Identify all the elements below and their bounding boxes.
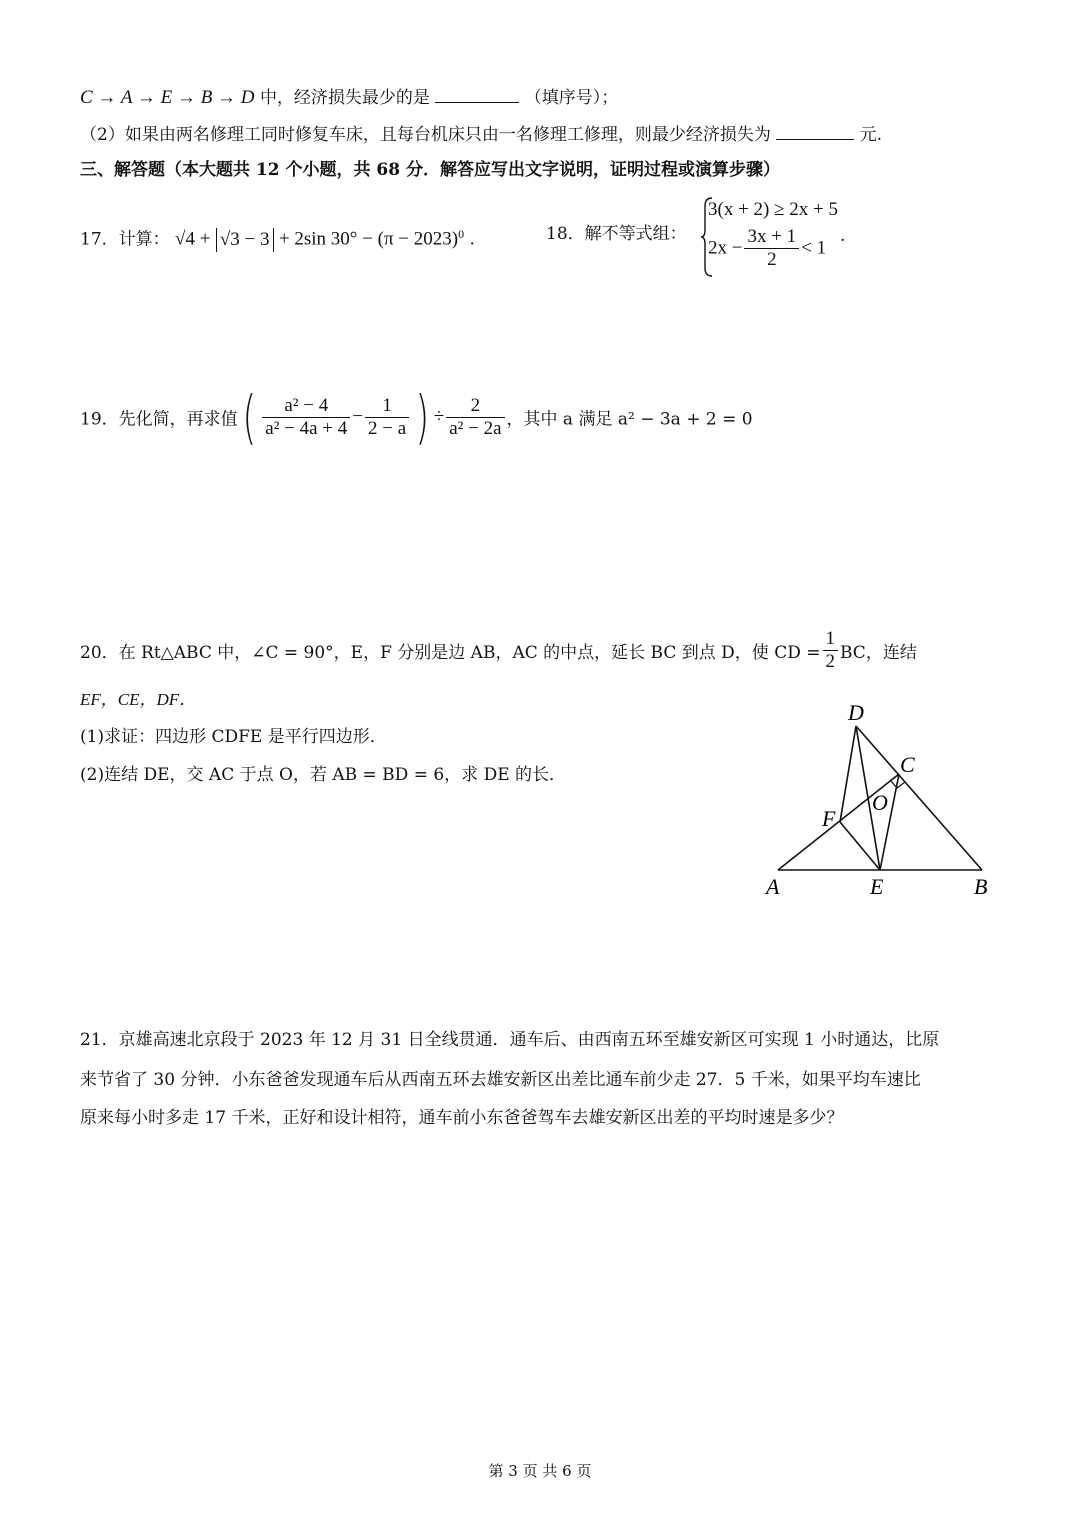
q17-expr-b: + 2sin 30° − (π − 2023) xyxy=(278,228,459,250)
q19-label: 19．先化简，再求值 xyxy=(80,409,238,430)
q20-part2: (2)连结 DE，交 AC 于点 O，若 AB = BD = 6，求 DE 的长． xyxy=(80,765,567,785)
q20-geometry-figure xyxy=(760,698,1020,908)
answer-blank-1[interactable] xyxy=(435,84,519,103)
q18-ineq2-post: < 1 xyxy=(801,237,827,259)
label-A: A xyxy=(766,874,780,899)
q17 xyxy=(80,222,475,252)
q17-abs xyxy=(216,228,274,252)
left-paren-icon: ( xyxy=(242,383,256,451)
q16-part1-line xyxy=(80,84,618,110)
q19-frac2 xyxy=(365,395,409,440)
section-heading: 三、解答题（本大题共 12 个小题，共 68 分．解答应写出文字说明，证明过程或演算步骤） xyxy=(80,160,780,180)
q19-frac2-den: 2 − a xyxy=(368,417,407,439)
q19-minus: − xyxy=(352,406,363,427)
label-F: F xyxy=(822,806,836,831)
label-O: O xyxy=(872,790,888,815)
q18-frac xyxy=(744,226,799,271)
page-footer: 第 3 页 共 6 页 xyxy=(488,1462,592,1480)
q19-frac1 xyxy=(262,395,350,440)
q20-half-den: 2 xyxy=(825,651,835,672)
q20-line1-b: BC，连结 xyxy=(840,643,917,663)
q18-ineq1: 3(x + 2) ≥ 2x + 5 xyxy=(708,199,839,220)
segment-AC xyxy=(778,774,899,870)
q19-div: ÷ xyxy=(433,406,445,427)
q19-frac1-num: a² − 4 xyxy=(262,395,350,418)
q21-line3: 原来每小时多走 17 千米，正好和设计相符，通车前小东爸爸驾车去雄安新区出差的平均时速是多少？ xyxy=(80,1108,844,1128)
q16-part2-line xyxy=(80,121,882,147)
q17-abs-inner: √3 − 3 xyxy=(219,228,270,250)
q18-end: . xyxy=(840,226,846,246)
q20-line2: EF，CE，DF． xyxy=(80,690,197,709)
segment-CE xyxy=(880,774,899,870)
q20-part1: (1)求证：四边形 CDFE 是平行四边形． xyxy=(80,727,387,747)
q18-system xyxy=(700,196,860,278)
q19-cond: ，其中 a 满足 a² − 3a + 2 = 0 xyxy=(506,409,753,430)
q16-part1-suffix: （填序号）； xyxy=(524,88,619,108)
q18-ineq2-pre: 2x − xyxy=(708,237,743,259)
q21-line1: 21．京雄高速北京段于 2023 年 12 月 31 日全线贯通．通车后、由西南五环至雄安新区可实现 1 小时通达，比原 xyxy=(80,1030,940,1050)
q19 xyxy=(80,383,753,451)
q19-frac3-den: a² − 2a xyxy=(449,417,502,439)
q20-line1-a: 20．在 Rt△ABC 中，∠C = 90°，E，F 分别是边 AB，AC 的中点，延长 BC 到点 D，使 CD = xyxy=(80,643,821,663)
q17-label: 17．计算： xyxy=(80,229,170,250)
sequence: C → A → E → B → D xyxy=(80,87,255,108)
q20-half xyxy=(823,628,839,673)
label-E: E xyxy=(870,874,884,899)
q17-end: . xyxy=(469,229,475,250)
q17-expr-a: √4 + xyxy=(175,228,211,250)
q20-half-num: 1 xyxy=(823,628,839,651)
q17-sup: 0 xyxy=(458,227,465,241)
q19-frac1-den: a² − 4a + 4 xyxy=(265,417,348,439)
label-C: C xyxy=(900,752,915,777)
right-paren-icon: ) xyxy=(415,383,430,451)
q19-frac3 xyxy=(446,395,504,440)
q18-frac-num: 3x + 1 xyxy=(744,226,799,249)
q19-frac3-num: 2 xyxy=(446,395,504,418)
label-B: B xyxy=(974,874,988,899)
q18-label: 18．解不等式组： xyxy=(546,224,687,244)
q19-frac2-num: 1 xyxy=(365,395,409,418)
q16-part1-text: 中，经济损失最少的是 xyxy=(259,88,430,108)
q21-line2: 来节省了 30 分钟．小东爸爸发现通车后从西南五环去雄安新区出差比通车前少走 27．5 千米，如果平均车速比 xyxy=(80,1070,921,1090)
q18-frac-den: 2 xyxy=(767,249,777,270)
q18-ineq2 xyxy=(708,226,826,271)
label-D: D xyxy=(848,700,864,725)
q20-line1 xyxy=(80,628,917,673)
segment-DF xyxy=(840,726,856,822)
q16-part2-suffix: 元. xyxy=(859,125,883,145)
answer-blank-2[interactable] xyxy=(776,121,854,140)
q16-part2-text: （2）如果由两名修理工同时修复车床，且每台机床只由一名修理工修理，则最少经济损失为 xyxy=(80,125,771,145)
